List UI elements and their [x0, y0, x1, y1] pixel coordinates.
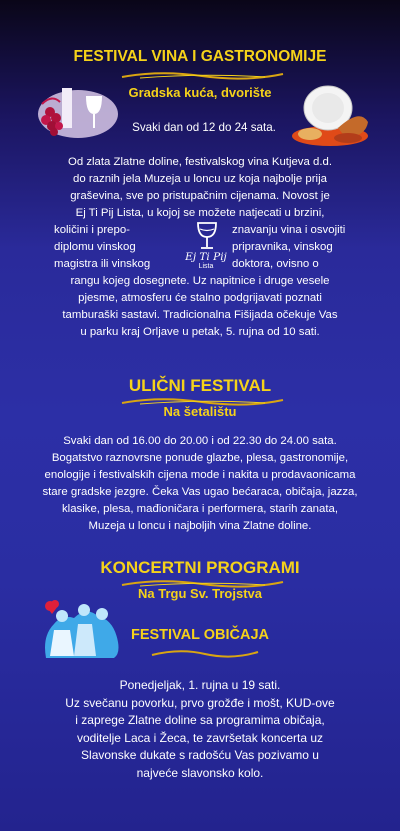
- desc-line: Uz svečanu povorku, prvo grožđe i mošt, KUD-ove: [65, 695, 335, 710]
- desc-line: stare gradske jezgre. Čeka Vas ugao bećaraca, običaja, jazza,: [42, 486, 358, 498]
- desc-line: Ponedjeljak, 1. rujna u 19 sati.: [119, 678, 281, 692]
- desc-line: Muzeja u loncu i najboljih vina Zlatne doline.: [88, 520, 312, 532]
- desc-line: doktora, ovisno o: [232, 258, 319, 270]
- desc-line: do raznih jela Muzeja u loncu uz koja najbolje prija: [73, 173, 327, 185]
- desc-line: voditelje Laca i Žeca, te završetak koncerta uz: [76, 730, 324, 745]
- desc-line: klasike, plesa, mađioničara i performera, starih zanata,: [61, 503, 339, 515]
- desc-line: najveće slavonsko kolo.: [136, 765, 264, 780]
- gold-swirl-divider: [120, 71, 285, 81]
- street-festival-description: [40, 433, 360, 535]
- desc-line: znavanju vina i osvojiti: [232, 224, 346, 236]
- wine-festival-title: FESTIVAL VINA I GASTRONOMIJE: [73, 48, 327, 65]
- desc-line: diplomu vinskog: [54, 241, 136, 253]
- desc-line: graševina, sve po pristupačnim cijenama. Novost je: [70, 190, 330, 202]
- desc-line: Svaki dan od 16.00 do 20.00 i od 22.30 do 24.00 sata.: [63, 435, 337, 447]
- street-festival-location: Na šetalištu: [163, 404, 237, 419]
- wine-festival-right-column: [232, 222, 372, 273]
- desc-line: rangu kojeg dosegnete. Uz napitnice i druge vesele: [70, 275, 330, 287]
- concerts-description: [40, 677, 360, 782]
- logo-subtext: Lista: [198, 263, 214, 270]
- desc-line: magistra ili vinskog: [54, 258, 151, 270]
- festival-customs-title: FESTIVAL OBIČAJA: [130, 627, 270, 643]
- concerts-location: Na Trgu Sv. Trojstva: [137, 586, 263, 601]
- wine-festival-description-top: [44, 154, 356, 222]
- desc-line: tamburaški sastavi. Tradicionalna Fišijada očekuje Vas: [62, 309, 338, 321]
- desc-line: Od zlata Zlatne doline, festivalskog vina Kutjeva d.d.: [67, 156, 333, 168]
- desc-line: pripravnika, vinskog: [232, 241, 333, 253]
- desc-line: pjesme, atmosferu će stalno podgrijavati poznati: [78, 292, 322, 304]
- desc-line: Ej Ti Pij Lista, u kojoj se možete natjecati u brzini,: [75, 207, 325, 219]
- concerts-title: KONCERTNI PROGRAMI: [100, 558, 300, 577]
- wine-festival-left-column: [54, 222, 188, 273]
- wine-glass-icon: [194, 221, 220, 251]
- wine-festival-location: Gradska kuća, dvorište: [128, 85, 272, 100]
- logo-text: Ej Ti Pij: [185, 251, 227, 263]
- wine-festival-description-bottom: [44, 273, 356, 341]
- ej-ti-pij-logo: [180, 221, 232, 273]
- desc-line: količini i prepo-: [54, 224, 130, 236]
- food-illustration: [290, 78, 372, 148]
- desc-line: Slavonske dukate s radošću Vas pozivamo u: [81, 748, 319, 762]
- gold-swirl-divider: [150, 649, 260, 659]
- street-festival-title: ULIČNI FESTIVAL: [128, 376, 272, 395]
- desc-line: i zaprege Zlatne doline sa programima običaja,: [75, 713, 325, 727]
- desc-line: Bogatstvo raznovrsne ponude glazbe, plesa, gastronomije,: [51, 452, 349, 464]
- desc-line: enologije i festivalskih cijena mode i nakita u prodavaonicama: [44, 469, 356, 481]
- wine-illustration: [34, 74, 122, 142]
- wine-festival-hours: Svaki dan od 12 do 24 sata.: [132, 121, 276, 134]
- desc-line: u parku kraj Orljave u petak, 5. rujna od 10 sati.: [80, 326, 320, 338]
